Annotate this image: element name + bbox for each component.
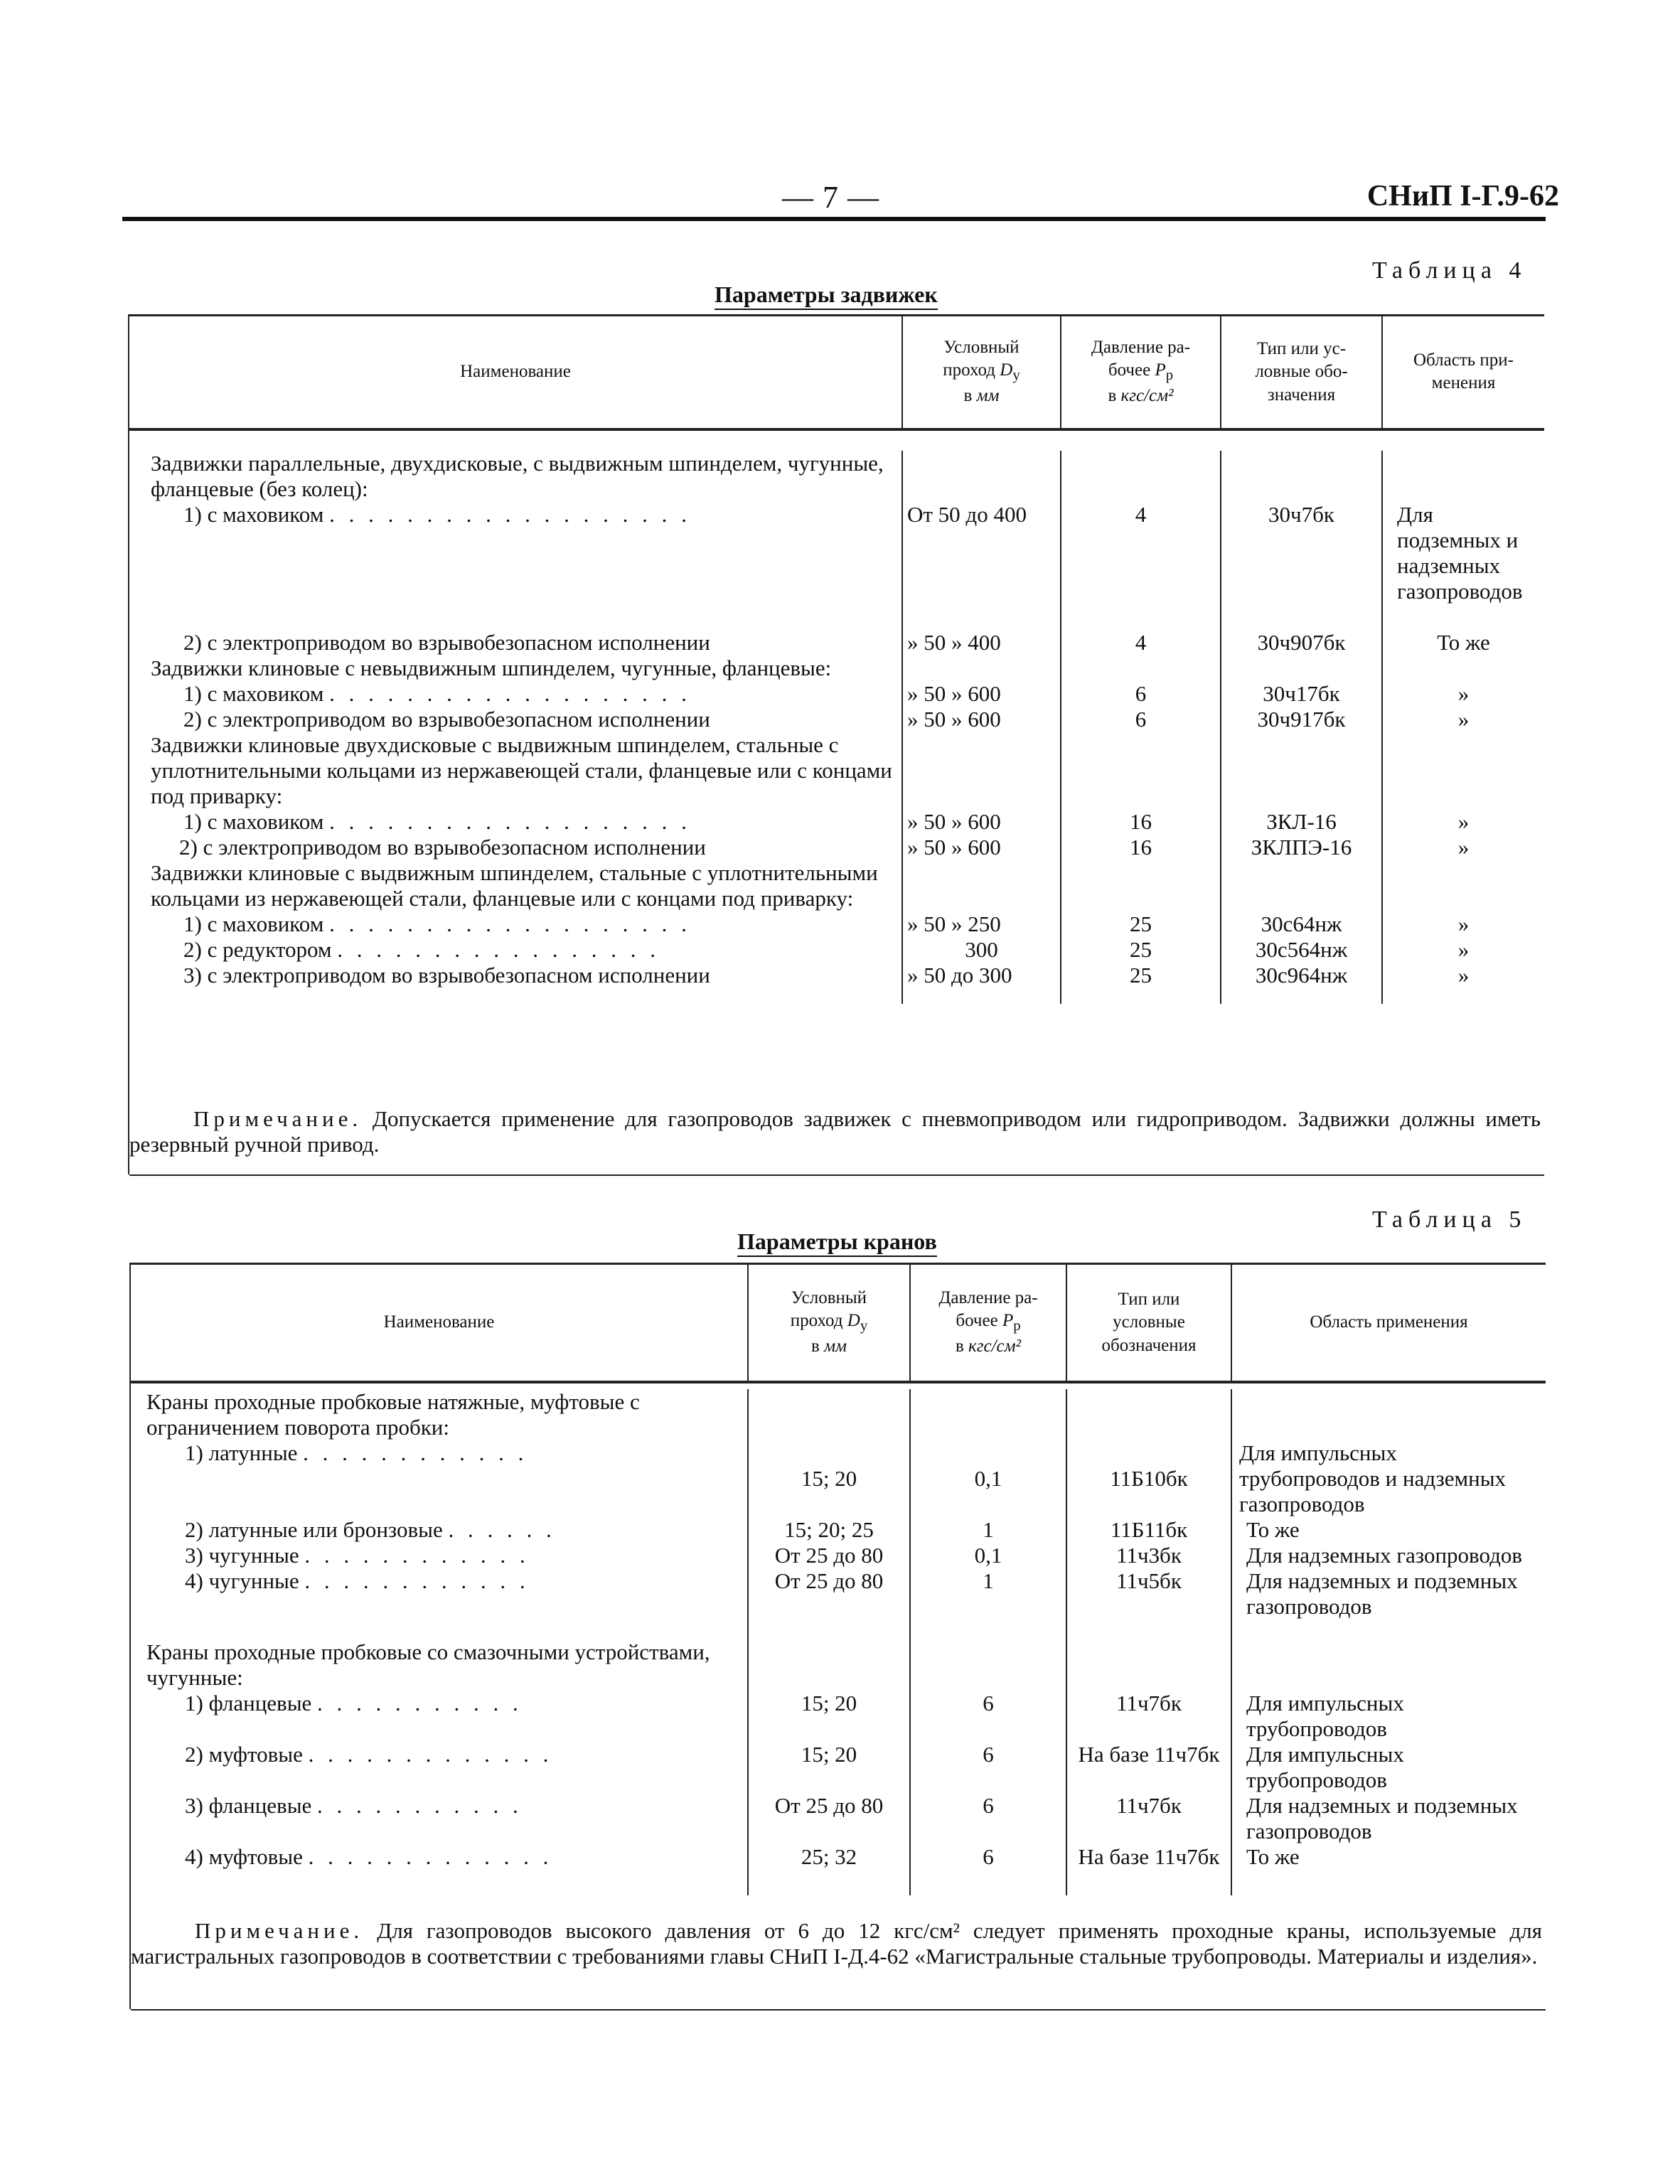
- table4: [129, 314, 1544, 1004]
- table-row: Краны проходные пробковые натяжные, муфтовые с ограничением поворота пробки:: [131, 1389, 1546, 1440]
- table-row: 1) с маховиком . . . . . . . . . . . . . . . . . . . От 50 до 400 4 30ч7бк Для подземных и надземных газопроводов: [129, 502, 1544, 630]
- table-row: 1) с маховиком . . . . . . . . . . . . . . . . . . . » 50 » 250 25 30с64нж »: [129, 911, 1544, 937]
- t5-col-dn: Условный проход $D_у$ в мм: [748, 1264, 910, 1382]
- table-row: 1) с маховиком . . . . . . . . . . . . . . . . . . . » 50 » 600 16 ЗКЛ-16 »: [129, 809, 1544, 835]
- table-row: Задвижки клиновые с выдвижным шпинделем, стальные с уплотнительными кольцами из нержавеющей стали, фланцевые или с концами под приварку:: [129, 860, 1544, 911]
- table5: [131, 1263, 1546, 1895]
- table-row: 3) чугунные . . . . . . . . . . . . От 25 до 80 0,1 11ч3бк Для надземных газопроводов: [131, 1543, 1546, 1568]
- page-number: — 7 —: [782, 180, 879, 215]
- t5-col-type: Тип или условные обозначения: [1066, 1264, 1231, 1382]
- table-row: 2) с редуктором . . . . . . . . . . . . . . . . . 300 25 30с564нж »: [129, 937, 1544, 963]
- t5-col-name: Наименование: [131, 1264, 748, 1382]
- t4-col-name: Наименование: [129, 316, 902, 429]
- table5-bottom-border: [131, 2009, 1546, 2011]
- table-row: 4) чугунные . . . . . . . . . . . . От 25 до 80 1 11ч5бк Для надземных и подземных газопроводов: [131, 1568, 1546, 1639]
- t5-col-area: Область применения: [1231, 1264, 1546, 1382]
- table-row: 1) с маховиком . . . . . . . . . . . . . . . . . . . » 50 » 600 6 30ч17бк »: [129, 681, 1544, 707]
- table-row: 2) латунные или бронзовые . . . . . . 15; 20; 25 1 11Б11бк То же: [131, 1517, 1546, 1543]
- table-row: 3) с электроприводом во взрывобезопасном исполнении » 50 до 300 25 30с964нж »: [129, 963, 1544, 988]
- table-row: Задвижки параллельные, двухдисковые, с выдвижным шпинделем, чугунные, фланцевые (без колец):: [129, 451, 1544, 502]
- table4-title: Параметры задвижек: [715, 282, 938, 308]
- table-row: 2) с электроприводом во взрывобезопасном исполнении » 50 » 600 6 30ч917бк »: [129, 707, 1544, 732]
- table-row: 4) муфтовые . . . . . . . . . . . . . 25; 32 6 На базе 11ч7бк То же: [131, 1844, 1546, 1895]
- header-rule: [122, 217, 1546, 221]
- document-code: СНиП I-Г.9-62: [1366, 180, 1559, 213]
- t5-col-pressure: Давление ра- бочее $P_р$ в кгс/см²: [910, 1264, 1066, 1382]
- table-row: Задвижки клиновые с невыдвижным шпинделем, чугунные, фланцевые:: [129, 655, 1544, 681]
- table-row: 2) с электроприводом во взрывобезопасном исполнении » 50 » 600 16 ЗКЛПЭ-16 »: [129, 835, 1544, 860]
- table4-note: Примечание. Допускается применение для газопроводов задвижек с пневмоприводом или гидроприводом. Задвижки должны иметь резервный ручной привод.: [129, 1106, 1541, 1157]
- table-row: 3) фланцевые . . . . . . . . . . . От 25 до 80 6 11ч7бк Для надземных и подземных газопроводов: [131, 1793, 1546, 1844]
- t4-col-pressure: Давление ра- бочее $P_р$ в кгс/см²: [1061, 316, 1221, 429]
- table-row: 2) муфтовые . . . . . . . . . . . . . 15; 20 6 На базе 11ч7бк Для импульсных трубопроводов: [131, 1742, 1546, 1793]
- t4-col-dn: Условный проход $D_у$ в мм: [902, 316, 1061, 429]
- table-row: 2) с электроприводом во взрывобезопасном исполнении » 50 » 400 4 30ч907бк То же: [129, 630, 1544, 655]
- table4-bottom-border: [129, 1174, 1544, 1176]
- table5-label: Таблица 5: [1372, 1206, 1527, 1233]
- table4-label: Таблица 4: [1372, 257, 1527, 284]
- table-row: 1) латунные . . . . . . . . . . . . 15; 20 0,1 11Б10бк Для импульсных трубопроводов и надземных газопроводов: [131, 1440, 1546, 1517]
- t4-col-type: Тип или ус- ловные обо- значения: [1221, 316, 1382, 429]
- table-row: 1) фланцевые . . . . . . . . . . . 15; 20 6 11ч7бк Для импульсных трубопроводов: [131, 1691, 1546, 1742]
- table-row: Краны проходные пробковые со смазочными устройствами, чугунные:: [131, 1639, 1546, 1691]
- t4-col-area: Область при- менения: [1382, 316, 1544, 429]
- table5-note: Примечание. Для газопроводов высокого давления от 6 до 12 кгс/см² следует применять проходные краны, используемые для магистральных газопроводов в соответствии с требованиями главы СНиП I-Д.4-62 «Магистральные стальные трубопроводы. Материалы и изделия».: [131, 1918, 1542, 1969]
- table-row: Задвижки клиновые двухдисковые с выдвижным шпинделем, стальные с уплотнительными кольцами из нержавеющей стали, фланцевые или с концами под приварку:: [129, 732, 1544, 809]
- table5-title: Параметры кранов: [737, 1228, 937, 1255]
